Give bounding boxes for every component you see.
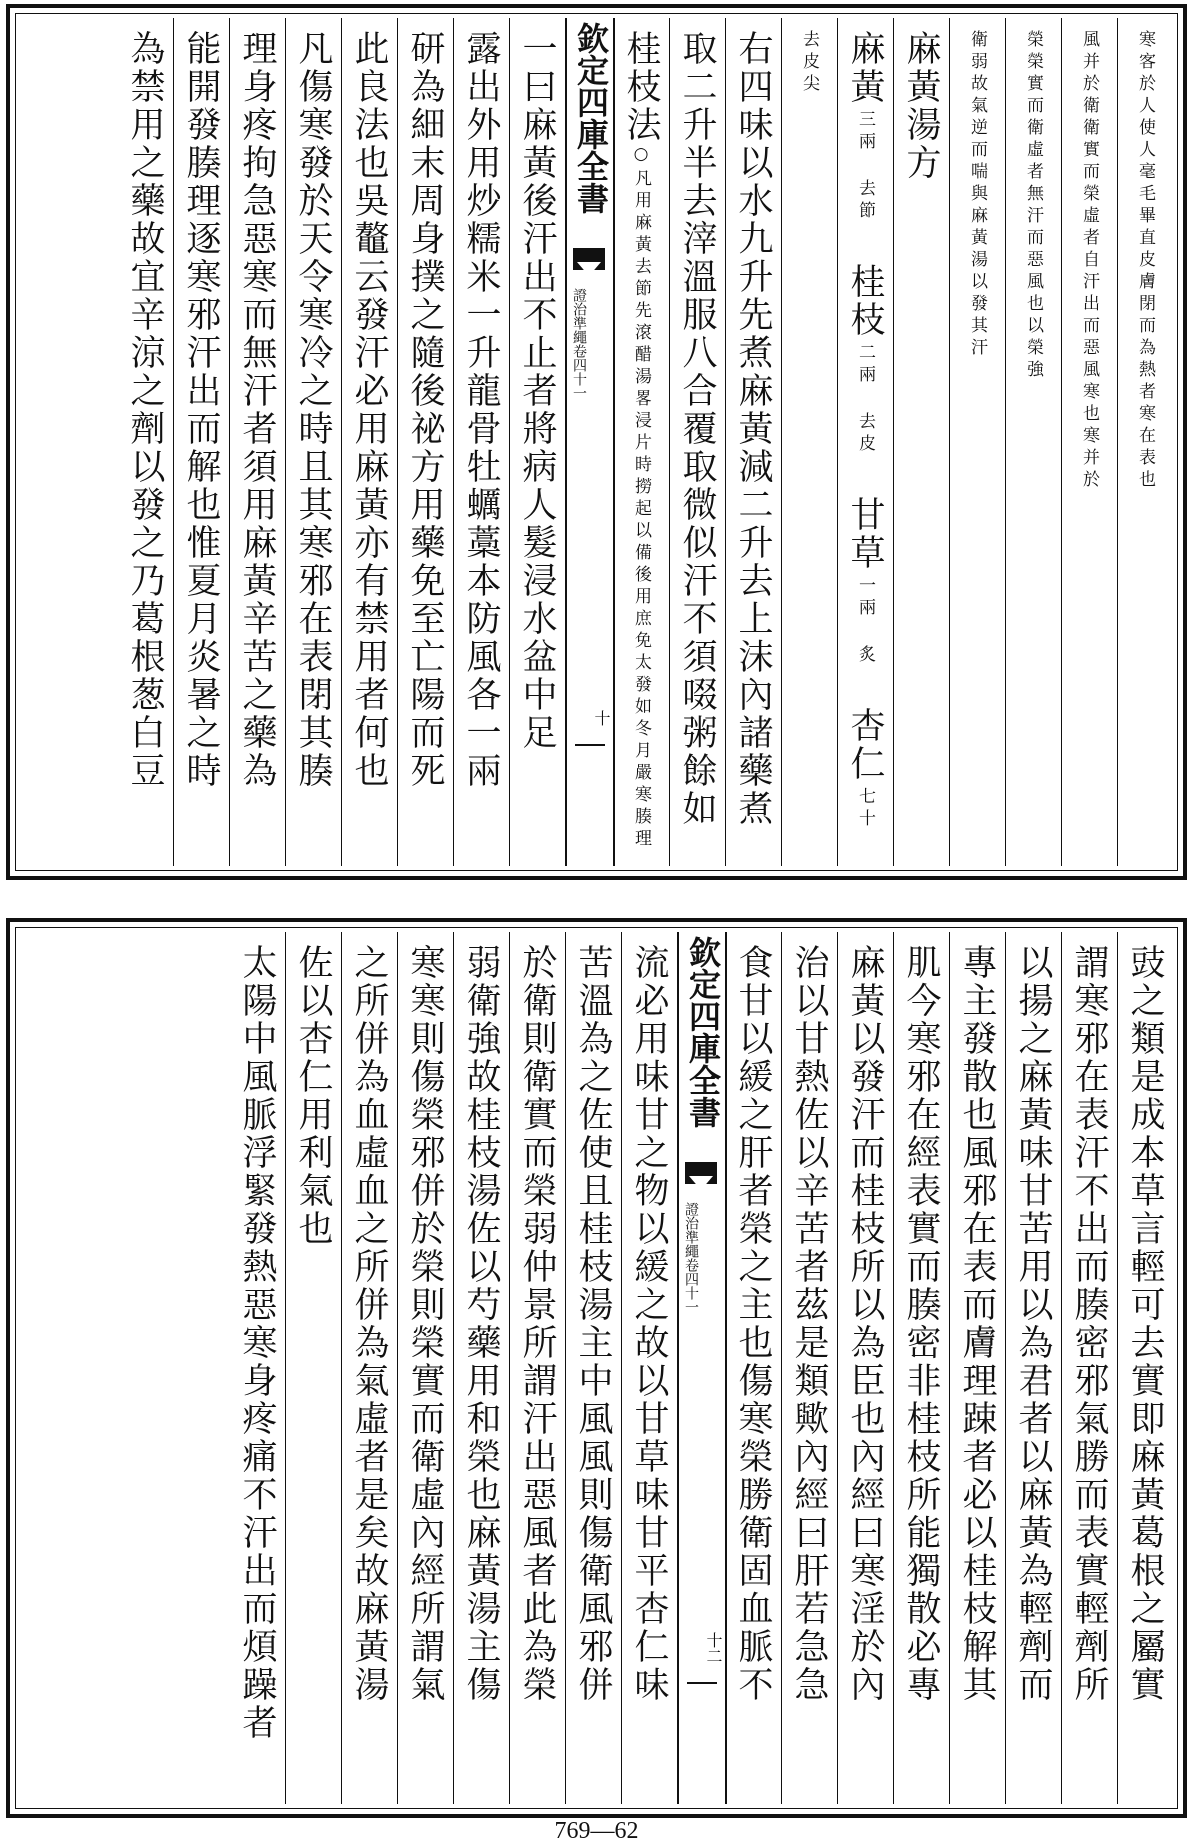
column-text: 右四味以水九升先煮麻黃減二升去上沫內諸藥煮 [733,30,773,828]
column-text: 於衛則衛實而榮弱仲景所謂汗出惡風者此為榮 [517,944,557,1704]
column-text: 麻黃以發汗而桂枝所以為臣也內經曰寒淫於內 [845,944,885,1704]
text-column [1005,932,1061,1804]
page-rule [575,744,605,746]
column-text: 苦溫為之佐使且桂枝湯主中風風則傷衛風邪併 [573,944,613,1704]
column-text: 一曰麻黃後汗出不止者將病人髮浸水盆中足 [517,30,557,752]
column-text: 以揚之麻黃味甘苦用以為君者以麻黃為輕劑而 [1013,944,1053,1704]
text-column [725,932,781,1804]
text-column [893,18,949,866]
book-title-volume [681,1202,701,1314]
text-column [1117,18,1173,866]
text-column [949,932,1005,1804]
upper-page [6,4,1187,880]
annotation-text: 風并於衛衛實而榮虛者自汗出而惡風寒也寒并於 [1079,30,1099,492]
text-column [173,18,229,866]
book-title: 證治準繩 [683,1202,699,1258]
dosage-note: 七十 [855,787,875,831]
book-title: 證治準繩 [571,288,587,344]
page-footer-number: 769—62 [554,1818,639,1844]
column-text: 謂寒邪在表汗不出而腠密邪氣勝而表實輕劑所 [1069,944,1109,1704]
annotation-text: 衛弱故氣逆而喘與麻黃湯以發其汗 [967,30,987,360]
text-column [229,18,285,866]
dosage-note: 三兩 去節 [855,110,875,223]
text-column [565,932,621,1804]
column-text: 麻黃湯方 [901,30,941,182]
book-title-volume [569,288,589,400]
annotation-text: 榮榮實而衛虛者無汗而惡風也以榮強 [1023,30,1043,382]
text-column [725,18,781,866]
column-text: 流必用味甘之物以緩之故以甘草味甘平杏仁味 [629,944,669,1704]
text-column [509,18,565,866]
page-rule [687,1682,717,1684]
center-gutter [677,932,727,1804]
column-text: 能開發腠理逐寒邪汗出而解也惟夏月炎暑之時 [181,30,221,790]
annotation-text: 去皮尖 [799,30,819,96]
column-text: 露出外用炒糯米一升龍骨牡蠣藁本防風各一兩 [461,30,501,790]
column-text: 取二升半去滓溫服八合覆取微似汗不須啜粥餘如 [677,30,717,828]
page-number: 十二 [704,1632,723,1664]
text-column [341,932,397,1804]
annotation-text: 寒客於人使人毫毛畢直皮膚閉而為熱者寒在表也 [1135,30,1155,492]
column-text: 理身疼拘急惡寒而無汗者須用麻黃辛苦之藥為 [237,30,277,790]
column-text: 肌今寒邪在經表實而腠密非桂枝所能獨散必專 [901,944,941,1704]
text-column [949,18,1005,866]
dosage-note: 一兩 炙 [855,576,875,667]
herb-name: 甘草 [845,496,885,572]
column-text: 豉之類是成本草言輕可去實即麻黃葛根之屬實 [1125,944,1165,1704]
herb-name: 杏仁 [845,707,885,783]
column-text: 此良法也吳鼇云發汗必用麻黃亦有禁用者何也 [349,30,389,790]
text-column [837,932,893,1804]
center-gutter [565,18,615,866]
column-text: 佐以杏仁用利氣也 [293,944,333,1248]
text-column [893,932,949,1804]
text-column [117,18,173,866]
lower-page [6,918,1187,1818]
dosage-note: 二兩 去皮 [855,343,875,456]
column-text: 治以甘熱佐以辛苦者茲是類歟內經曰肝若急急 [789,944,829,1704]
page-number: 十 [592,710,611,726]
column-text: 專主發散也風邪在表而膚理踈者必以桂枝解其 [957,944,997,1704]
text-column [621,932,677,1804]
herb-name: 麻黃 [845,30,885,106]
text-column [453,18,509,866]
column-text: 研為細末周身撲之隨後祕方用藥免至亡陽而死 [405,30,445,790]
text-column [285,932,341,1804]
column-text: 凡傷寒發於天令寒冷之時且其寒邪在表閉其腠 [293,30,333,790]
volume-label: 卷四十一 [571,344,587,400]
column-text: 太陽中風脈浮緊發熱惡寒身疼痛不汗出而煩躁者 [237,944,277,1742]
text-column [837,18,893,866]
text-column [509,932,565,1804]
text-column [781,932,837,1804]
text-column [669,18,725,866]
text-column [613,18,669,866]
column-text: 弱衛強故桂枝湯佐以芍藥用和榮也麻黃湯主傷 [461,944,501,1704]
annotation-text: ○凡用麻黃去節先滾醋湯畧浸片時撈起以備後用庶免太發如冬月嚴寒腠理 [631,144,651,851]
column-text: 為禁用之藥故宜辛涼之劑以發之乃葛根葱白豆 [125,30,165,790]
herb-name: 桂枝 [845,263,885,339]
edition-title: 欽定四庫全書 [684,936,722,1128]
text-column [285,18,341,866]
column-text: 之所併為血虛血之所併為氣虛者是矣故麻黃湯 [349,944,389,1704]
edition-title: 欽定四庫全書 [572,22,610,214]
text-column [1005,18,1061,866]
text-column [229,932,285,1804]
column-text: 寒寒則傷榮邪併於榮則榮實而衛虛內經所謂氣 [405,944,445,1704]
volume-label: 卷四十一 [683,1258,699,1314]
text-column [1117,932,1173,1804]
column-text: 食甘以緩之肝者榮之主也傷寒榮勝衛固血脈不 [733,944,773,1704]
text-column [781,18,837,866]
text-column [1061,932,1117,1804]
text-column [341,18,397,866]
text-column [397,18,453,866]
text-column [397,932,453,1804]
column-text: 桂枝法 [621,30,661,144]
text-column [1061,18,1117,866]
text-column [453,932,509,1804]
